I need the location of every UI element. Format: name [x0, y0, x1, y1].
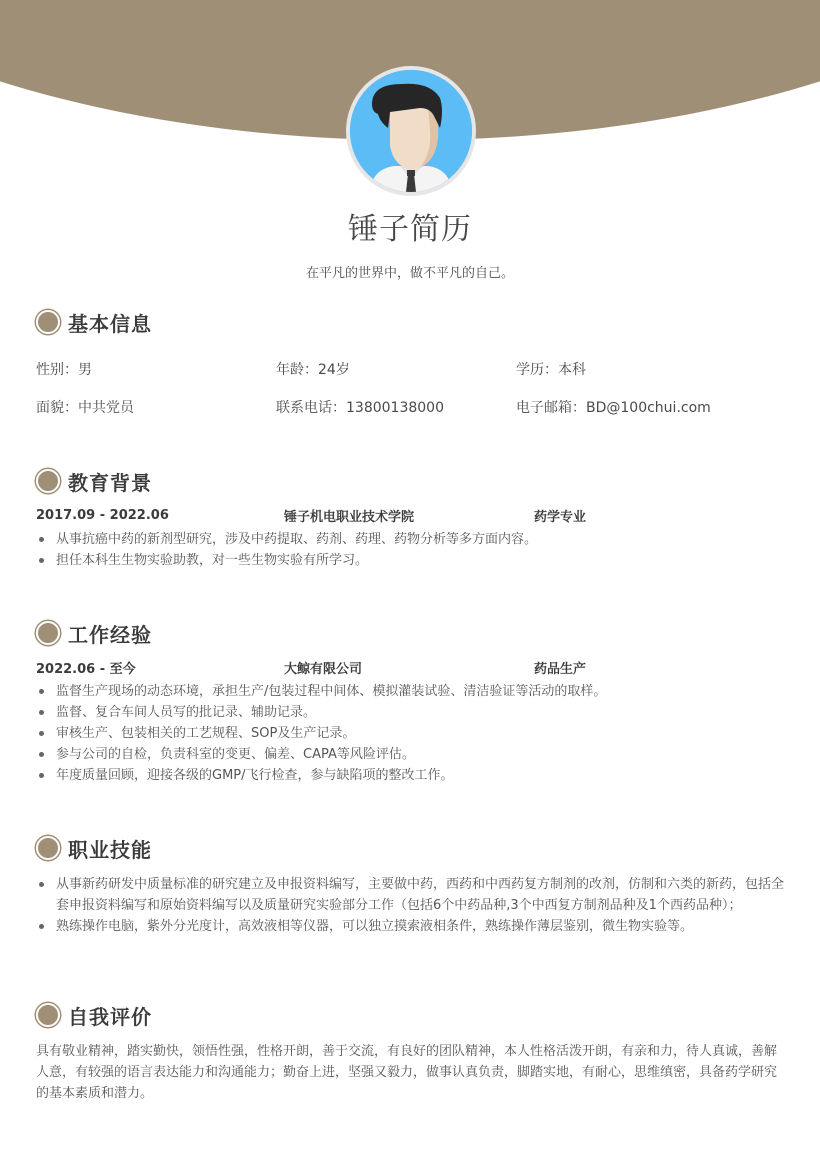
work-company: 大鲸有限公司: [284, 661, 363, 677]
resume-motto: 在平凡的世界中，做不平凡的自己。: [305, 266, 514, 281]
section-bullet-icon: [36, 310, 60, 334]
section-education: [36, 467, 786, 571]
section-bullet-icon: [36, 621, 60, 645]
avatar-illustration: [350, 70, 472, 192]
section-header: [36, 619, 786, 647]
list-item: 从事抗癌中药的新剂型研究，涉及中药提取、药剂、药理、药物分析等多方面内容。: [36, 529, 786, 550]
section-bullet-icon: [36, 469, 60, 493]
list-item: 熟练操作电脑，紫外分光度计，高效液相等仪器，可以独立摸索液相条件，熟练操作薄层鉴别，微生物实验等。: [36, 916, 786, 937]
list-item: 监督生产现场的动态环境，承担生产/包装过程中间体、模拟灌装试验、清洁验证等活动的取样。: [36, 681, 786, 702]
section-basic-info: [36, 308, 786, 426]
list-item: 审核生产、包装相关的工艺规程、SOP及生产记录。: [36, 723, 786, 744]
education-details: [36, 529, 786, 571]
avatar: [346, 66, 476, 196]
education-school: 锤子机电职业技术学院: [284, 509, 415, 525]
info-gender: 性别：男: [36, 362, 92, 378]
work-entry-header: [36, 657, 786, 677]
section-header: [36, 467, 786, 495]
section-title: 职业技能: [68, 837, 152, 862]
info-email: 电子邮箱：BD@100chui.com: [516, 400, 711, 416]
section-self-evaluation: [36, 1001, 786, 1104]
info-political-status: 面貌：中共党员: [36, 400, 134, 416]
section-header: [36, 308, 786, 336]
section-bullet-icon: [36, 1003, 60, 1027]
work-details: [36, 681, 786, 786]
section-header: [36, 1001, 786, 1029]
education-entry-header: [36, 505, 786, 525]
info-phone: 联系电话：13800138000: [276, 400, 444, 416]
list-item: 监督、复合车间人员写的批记录、辅助记录。: [36, 702, 786, 723]
info-age: 年龄：24岁: [276, 362, 350, 378]
section-title: 自我评价: [68, 1004, 152, 1029]
section-title: 工作经验: [68, 622, 152, 647]
section-bullet-icon: [36, 836, 60, 860]
info-degree: 学历：本科: [516, 362, 586, 378]
section-work-experience: [36, 619, 786, 786]
education-major: 药学专业: [534, 509, 587, 525]
section-skills: [36, 834, 786, 937]
work-position: 药品生产: [534, 661, 587, 677]
person-avatar-icon: [350, 70, 472, 192]
list-item: 年度质量回顾，迎接各级的GMP/飞行检查，参与缺陷项的整改工作。: [36, 765, 786, 786]
list-item: 参与公司的自检，负责科室的变更、偏差、CAPA等风险评估。: [36, 744, 786, 765]
section-title: 基本信息: [68, 311, 152, 336]
section-header: [36, 834, 786, 862]
list-item: 从事新药研发中质量标准的研究建立及申报资料编写，主要做中药，西药和中西药复方制剂的改剂，仿制和六类的新药，包括全套申报资料编写和原始资料编写以及质量研究实验部分工作（包括6个中药品种,3个中西复方制剂品种及1个西药品种）；: [36, 874, 786, 916]
info-row: [36, 350, 786, 388]
education-period: 2017.09 - 2022.06: [36, 507, 169, 523]
skills-details: [36, 874, 786, 937]
self-evaluation-text: 具有敬业精神，踏实勤快，领悟性强，性格开朗，善于交流，有良好的团队精神，本人性格活泼开朗，有亲和力，待人真诚，善解人意，有较强的语言表达能力和沟通能力；勤奋上进，坚强又毅力，做事认真负责，脚踏实地，有耐心，思维缜密，具备药学研究的基本素质和潜力。: [36, 1044, 778, 1101]
list-item: 担任本科生生物实验助教，对一些生物实验有所学习。: [36, 550, 786, 571]
info-grid: [36, 350, 786, 426]
work-period: 2022.06 - 至今: [36, 661, 136, 677]
section-title: 教育背景: [68, 470, 152, 495]
info-row: [36, 388, 786, 426]
resume-name: 锤子简历: [348, 212, 472, 247]
